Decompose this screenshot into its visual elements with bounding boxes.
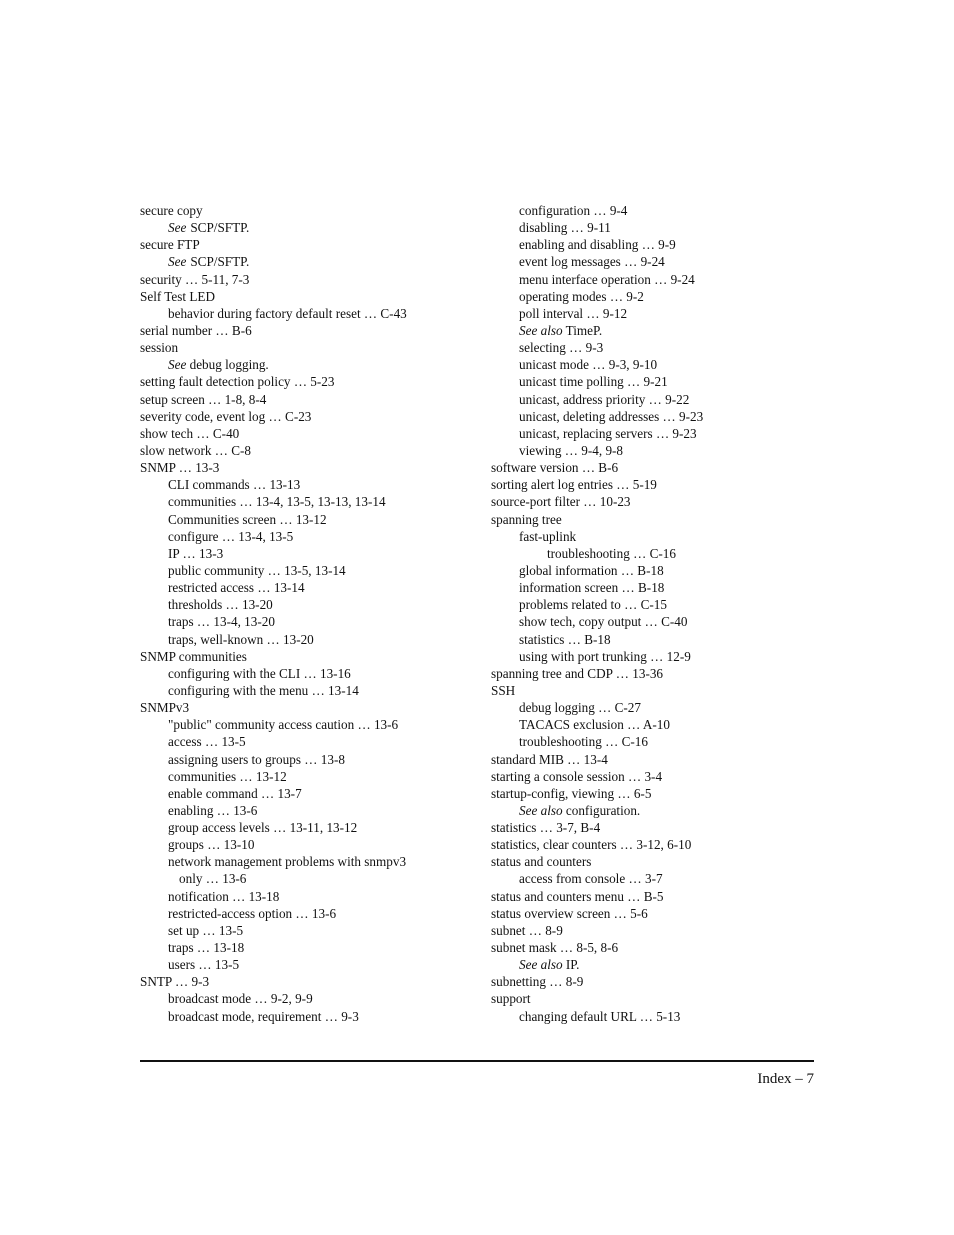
index-entry: only … 13-6 [179,871,247,887]
index-entry: security … 5-11, 7-3 [140,271,250,287]
index-entry [140,219,500,236]
index-entry: SNMPv3 [140,700,190,716]
index-entry: sorting alert log entries … 5-19 [491,477,657,493]
index-entry: enabling … 13-6 [168,802,258,818]
index-entry: disabling … 9-11 [519,220,611,236]
index-entry: traps … 13-18 [168,940,245,956]
see-reference: See also [519,322,563,338]
index-entry: unicast, replacing servers … 9-23 [519,425,697,441]
index-entry [140,253,500,270]
entry-text: IP. [562,957,580,973]
index-entry: statistics, clear counters … 3-12, 6-10 [491,837,692,853]
index-entry: broadcast mode, requirement … 9-3 [168,1008,359,1024]
index-entry: subnetting … 8-9 [491,974,584,990]
index-entry: spanning tree and CDP … 13-36 [491,665,664,681]
index-entry: configuration … 9-4 [519,203,628,218]
see-reference: See [168,220,187,236]
index-entry: source-port filter … 10-23 [491,494,631,510]
index-entry: unicast mode … 9-3, 9-10 [519,357,658,373]
index-entry: statistics … 3-7, B-4 [491,820,601,836]
index-entry: status overview screen … 5-6 [491,905,648,921]
index-column-right [491,202,851,1025]
index-entry: viewing … 9-4, 9-8 [519,442,624,458]
index-entry: communities … 13-4, 13-5, 13-13, 13-14 [168,494,386,510]
index-entry [491,802,851,819]
index-entry: session [140,340,179,356]
index-entry: public community … 13-5, 13-14 [168,562,346,578]
index-entry: secure FTP [140,237,200,253]
index-entry: "public" community access caution … 13-6 [168,717,399,733]
index-entry: traps … 13-4, 13-20 [168,614,275,630]
index-entry: spanning tree [491,511,562,527]
index-entry: configuring with the menu … 13-14 [168,682,359,698]
index-entry: troubleshooting … C-16 [547,545,676,561]
index-entry: restricted-access option … 13-6 [168,905,337,921]
index-entry: SNMP communities [140,648,247,664]
entry-text: SCP/SFTP. [190,254,250,270]
index-entry: status and counters menu … B-5 [491,888,664,904]
index-entry: network management problems with snmpv3 [168,854,407,870]
index-entry: access … 13-5 [168,734,246,750]
index-entry: information screen … B-18 [519,580,665,596]
index-entry: event log messages … 9-24 [519,254,665,270]
entry-text: debug logging. [186,357,269,373]
index-entry: subnet mask … 8-5, 8-6 [491,940,619,956]
see-reference: See [168,357,187,373]
index-entry: menu interface operation … 9-24 [519,271,695,287]
index-entry: standard MIB … 13-4 [491,751,608,767]
index-entry: status and counters [491,854,592,870]
index-entry: configuring with the CLI … 13-16 [168,665,351,681]
index-entry: Self Test LED [140,288,216,304]
index-entry: SSH [491,682,516,698]
index-entry: set up … 13-5 [168,922,244,938]
index-entry [491,956,851,973]
see-reference: See also [519,957,563,973]
index-entry: startup-config, viewing … 6-5 [491,785,652,801]
index-entry: SNTP … 9-3 [140,974,210,990]
index-entry: traps, well-known … 13-20 [168,631,314,647]
index-entry: subnet … 8-9 [491,922,563,938]
index-entry: debug logging … C-27 [519,700,641,716]
index-entry: operating modes … 9-2 [519,288,644,304]
index-entry: thresholds … 13-20 [168,597,273,613]
index-entry: show tech … C-40 [140,425,240,441]
index-entry: notification … 13-18 [168,888,280,904]
entry-text: TimeP. [562,322,603,338]
index-entry: support [491,991,531,1007]
index-entry: fast-uplink [519,528,577,544]
index-entry: users … 13-5 [168,957,240,973]
index-entry: enabling and disabling … 9-9 [519,237,676,253]
index-entry: setting fault detection policy … 5-23 [140,374,335,390]
index-entry: serial number … B-6 [140,322,252,338]
index-entry: broadcast mode … 9-2, 9-9 [168,991,313,1007]
index-entry: behavior during factory default reset … C-43 [168,305,407,321]
index-entry: troubleshooting … C-16 [519,734,648,750]
page-number: Index – 7 [757,1071,814,1087]
entry-text: configuration. [562,802,641,818]
index-entry: TACACS exclusion … A-10 [519,717,670,733]
index-entry: IP … 13-3 [168,545,224,561]
index-entry: severity code, event log … C-23 [140,408,312,424]
index-entry: unicast, address priority … 9-22 [519,391,690,407]
index-entry: enable command … 13-7 [168,785,302,801]
index-entry: software version … B-6 [491,460,619,476]
index-entry: groups … 13-10 [168,837,255,853]
see-reference: See [168,254,187,270]
index-entry: group access levels … 13-11, 13-12 [168,820,358,836]
index-entry: problems related to … C-15 [519,597,667,613]
index-entry: restricted access … 13-14 [168,580,305,596]
index-entry: setup screen … 1-8, 8-4 [140,391,267,407]
index-entry: slow network … C-8 [140,442,251,458]
index-entry: starting a console session … 3-4 [491,768,663,784]
index-entry [491,322,851,339]
index-entry: access from console … 3-7 [519,871,663,887]
index-entry: Communities screen … 13-12 [168,511,327,527]
index-entry: show tech, copy output … C-40 [519,614,688,630]
index-entry: poll interval … 9-12 [519,305,628,321]
index-entry: changing default URL … 5-13 [519,1008,681,1024]
index-entry: CLI commands … 13-13 [168,477,301,493]
footer-rule [140,1060,814,1062]
index-entry: global information … B-18 [519,562,664,578]
index-entry: assigning users to groups … 13-8 [168,751,345,767]
index-entry: using with port trunking … 12-9 [519,648,691,664]
entry-text: SCP/SFTP. [190,220,250,236]
see-reference: See also [519,802,563,818]
index-entry: configure … 13-4, 13-5 [168,528,294,544]
index-entry: unicast, deleting addresses … 9-23 [519,408,704,424]
index-entry: SNMP … 13-3 [140,460,220,476]
index-entry: communities … 13-12 [168,768,287,784]
index-entry [140,356,500,373]
index-column-left [140,202,500,1025]
index-entry: selecting … 9-3 [519,340,604,356]
index-entry: secure copy [140,203,203,218]
index-entry: statistics … B-18 [519,631,611,647]
index-entry: unicast time polling … 9-21 [519,374,668,390]
